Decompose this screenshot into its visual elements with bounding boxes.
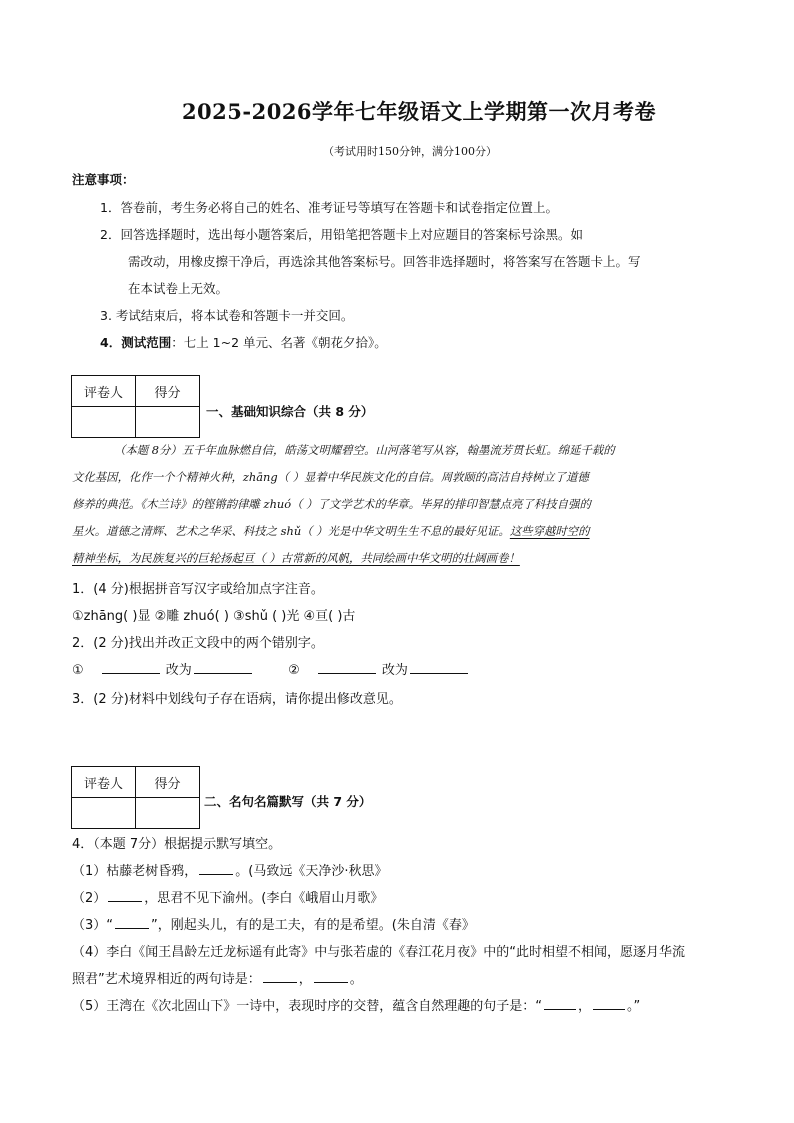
score-label: 得分 <box>136 767 200 798</box>
passage-line <box>72 518 724 545</box>
underlined-sentence-continued: 精神坐标，为民族复兴的巨轮扬起亘（ ）古常新的风帆，共同绘画中华文明的壮阔画卷！ <box>72 551 520 565</box>
score-table-1 <box>71 375 200 438</box>
answer-blank[interactable] <box>318 661 376 674</box>
reading-passage <box>72 437 724 572</box>
answer-blank[interactable] <box>199 862 233 875</box>
line-text: 。 <box>349 972 363 987</box>
notice-item-continued: 在本试卷上无效。 <box>128 281 229 296</box>
line-text: ， <box>298 972 312 987</box>
notice-heading: 注意事项： <box>72 172 135 187</box>
line-text: 。” <box>627 999 641 1014</box>
change-to-label: 改为 <box>381 663 408 678</box>
grader-label: 评卷人 <box>72 767 136 798</box>
line-text: （5）王湾在《次北固山下》一诗中，表现时序的交替，蕴含自然理趣的句子是：“ <box>72 999 543 1014</box>
answer-blank[interactable] <box>410 661 468 674</box>
answer-blank[interactable] <box>102 661 160 674</box>
passage-text: 星火。道德之清辉、艺术之华采、科技之 shǔ（ ）光是中华文明生生不息的最好见证。 <box>72 524 510 538</box>
dictation-line-1 <box>72 860 388 879</box>
answer-blank[interactable] <box>544 997 576 1010</box>
question-3: 3．(2 分)材料中划线句子存在语病，请你提出修改意见。 <box>72 692 402 707</box>
score-cell[interactable] <box>136 407 200 438</box>
line-text: （2） <box>72 891 107 906</box>
notice-item-scope <box>100 333 387 351</box>
notice-item: 3. 考试结束后，将本试卷和答题卡一并交回。 <box>100 308 354 323</box>
question-2-answer-line <box>72 659 474 678</box>
answer-number: ② <box>288 663 300 678</box>
underlined-sentence: 这些穿越时空的 <box>509 524 590 538</box>
question-2: 2．(2 分)找出并改正文段中的两个错别字。 <box>72 636 324 651</box>
dictation-line-3 <box>72 914 475 933</box>
line-text: （1）枯藤老树昏鸦， <box>72 864 198 879</box>
passage-line: （本题 8分）五千年血脉燃自信，皓荡文明耀碧空。山河落笔写从容，翰墨流芳贯长虹。绵延千载的 <box>114 443 615 457</box>
notice-item-continued: 需改动，用橡皮擦干净后，再选涂其他答案标号。回答非选择题时，将答案写在答题卡上。写 <box>128 254 641 269</box>
line-text: ”，刚起头儿，有的是工夫，有的是希望。(朱自清《春》 <box>151 918 475 933</box>
page-title: 2025-2026学年七年级语文上学期第一次月考卷 <box>181 99 657 124</box>
line-text: 照君”艺术境界相近的两句诗是： <box>72 972 261 987</box>
notice-item: 1．答卷前，考生务必将自己的姓名、准考证号等填写在答题卡和试卷指定位置上。 <box>100 200 558 215</box>
scope-label: 4．测试范围 <box>100 335 172 350</box>
grader-label: 评卷人 <box>72 376 136 407</box>
dictation-line-2 <box>72 887 383 906</box>
score-label: 得分 <box>136 376 200 407</box>
answer-blank[interactable] <box>263 970 297 983</box>
section-heading-2: 二、名句名篇默写（共 7 分） <box>204 794 372 809</box>
passage-line: 文化基因，化作一个个精神火种，zhāng（ ）显着中华民族文化的自信。周敦颐的高洁自持树立了道德 <box>72 470 589 484</box>
answer-blank[interactable] <box>593 997 625 1010</box>
answer-number: ① <box>72 663 84 678</box>
line-text: 。(马致远《天净沙·秋思》 <box>235 864 388 879</box>
section-heading-1: 一、基础知识综合（共 8 分） <box>206 404 374 419</box>
dictation-line-4: （4）李白《闻王昌龄左迁龙标遥有此寄》中与张若虚的《春江花月夜》中的“此时相望不相闻，愿逐月华流 <box>72 945 686 960</box>
answer-blank[interactable] <box>194 661 252 674</box>
dictation-line-5 <box>72 995 640 1014</box>
line-text: （3）“ <box>72 918 114 933</box>
passage-line: 修养的典范。《木兰诗》的铿锵韵律雕 zhuó（ ）了文学艺术的华章。毕昇的排印智慧点亮了科技自强的 <box>72 497 591 511</box>
answer-blank[interactable] <box>108 889 142 902</box>
line-text: ，思君不见下渝州。(李白《峨眉山月歌》 <box>144 891 384 906</box>
question-1-items: ①zhāng( )显 ②雕 zhuó( ) ③shǔ ( )光 ④亘( )古 <box>72 609 356 624</box>
scope-text: ：七上 1~2 单元、名著《朝花夕拾》。 <box>171 335 387 350</box>
change-to-label: 改为 <box>165 663 192 678</box>
question-1: 1．(4 分)根据拼音写汉字或给加点字注音。 <box>72 582 324 597</box>
answer-blank[interactable] <box>314 970 348 983</box>
line-text: ， <box>578 999 592 1014</box>
question-4: 4．（本题 7分）根据提示默写填空。 <box>72 837 282 852</box>
score-cell[interactable] <box>136 798 200 829</box>
dictation-line-4-continued <box>72 968 363 987</box>
grader-cell[interactable] <box>72 798 136 829</box>
exam-subtitle: （考试用时150分钟，满分100分） <box>323 145 497 158</box>
score-table-2 <box>71 766 200 829</box>
notice-item: 2．回答选择题时，选出每小题答案后，用铅笔把答题卡上对应题目的答案标号涂黑。如 <box>100 227 583 242</box>
answer-blank[interactable] <box>115 916 149 929</box>
grader-cell[interactable] <box>72 407 136 438</box>
